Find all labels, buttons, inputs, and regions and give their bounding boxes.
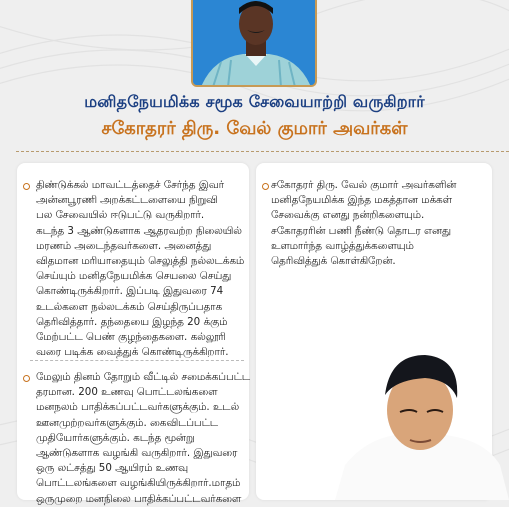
- paragraph-divider: [30, 360, 244, 361]
- left-paragraph-2: மேலும் தினம் தோறும் வீட்டில் சமைக்கப்பட்ட தரமான. 200 உணவு பொட்டலங்களை மனநலம் பாதிக்கப்பட்டவர்களுக்கும். உடல் ஊனமுற்றவர்களுக்கும். கைவிடப்பட்ட முதியோர்களுக்கும். கடந்த மூன்று ஆண்டுகளாக வழங்கி வருகிறார். இதுவரை ஒரு லட்சத்து 50 ஆயிரம் உணவு பொட்டலங்களை வழங்கியிருக்கிறார்.மாதம் ஒருமுறை மனநிலை பாதிக்கப்பட்டவர்களை: [36, 371, 250, 505]
- person-photo: [335, 340, 509, 500]
- portrait-photo: [191, 0, 317, 87]
- bullet-ring-icon: [23, 183, 30, 190]
- headline-line-1: மனிதநேயமிக்க சமூக சேவையாற்றி வருகிறார்: [84, 92, 425, 111]
- left-paragraph-1: திண்டுக்கல் மாவட்டத்தைச் சேர்ந்த இவர் அன்னபூரணி அறக்கட்டளையை நிறுவி பல சேவையில் ஈடுபட்டு வருகிறார். கடந்த 3 ஆண்டுகளாக ஆதரவற்ற நிலையில் மரணம் அடைந்தவர்களை. அனைத்து விதமான மரியாதையும் செலுத்தி நல்லடக்கம் செய்யும் மனிதநேயமிக்க செயலை செய்து கொண்டிருக்கிறார். இப்படி இதுவரை 74 உடல்களை நல்லடக்கம் செய்திருப்பதாக தெரிவித்தார். தந்தையை இழந்த 20 க்கும் மேற்பட்ட பெண் குழந்தைகளை. கல்லூரி வரை படிக்க வைத்துக் கொண்டிருக்கிறார்.: [36, 179, 245, 359]
- bullet-ring-icon: [262, 183, 269, 190]
- right-paragraph-1: சகோதரர் திரு. வேல் குமார் அவர்களின் மனிதநேயமிக்க இந்த மகத்தான மக்கள் சேவைக்கு எனது நன்றிகளையும். சகோதரரின் பணி நீண்டு தொடர எனது உளமார்ந்த வாழ்த்துக்களையும் தெரிவித்துக் கொள்கிறேன்.: [271, 179, 457, 268]
- divider: [16, 151, 509, 152]
- headline-line-2: சகோதரர் திரு. வேல் குமார் அவர்கள்: [101, 118, 408, 139]
- bullet-ring-icon: [23, 375, 30, 382]
